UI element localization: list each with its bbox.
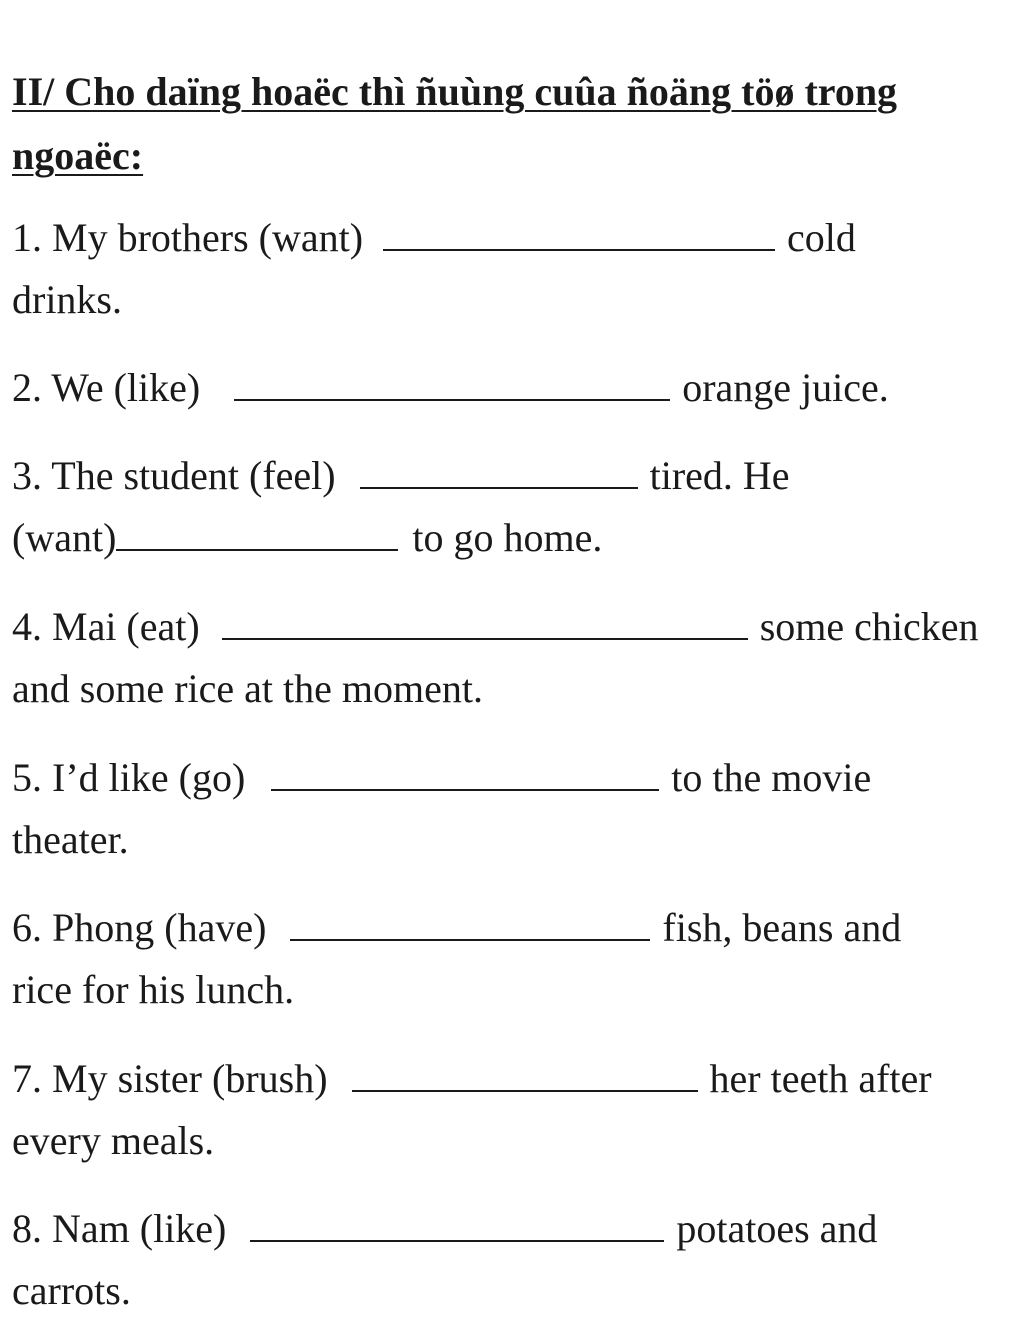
exercise-after-text: potatoes and (676, 1206, 878, 1251)
answer-blank[interactable] (234, 369, 670, 401)
answer-blank[interactable] (222, 608, 748, 640)
exercise-number: 1. (12, 215, 42, 260)
exercise-prompt: (want) (12, 515, 117, 560)
answer-blank[interactable] (352, 1060, 698, 1092)
exercise-number: 6. (12, 905, 42, 950)
exercise-prompt: We (like) (51, 365, 201, 410)
exercise-8-continuation: carrots. (12, 1268, 131, 1313)
exercise-3-continuation (12, 514, 602, 562)
exercise-prompt: I’d like (go) (52, 755, 246, 800)
answer-blank[interactable] (250, 1210, 664, 1242)
exercise-number: 4. (12, 604, 42, 649)
exercise-3 (12, 452, 790, 500)
exercise-2 (12, 364, 889, 412)
section-heading: II/ Cho daïng hoaëc thì ñuùng cuûa ñoäng töø trong ngoaëc: (12, 69, 898, 178)
exercise-number: 2. (12, 365, 42, 410)
exercise-number: 7. (12, 1056, 42, 1101)
exercise-after-text: to the movie (671, 755, 872, 800)
exercise-prompt: The student (feel) (51, 453, 336, 498)
exercise-number: 8. (12, 1206, 42, 1251)
exercise-5 (12, 754, 871, 802)
exercise-8 (12, 1205, 877, 1253)
exercise-1 (12, 214, 856, 262)
exercise-prompt: Mai (eat) (52, 604, 200, 649)
exercise-after-text: cold (787, 215, 856, 260)
exercise-after-text: to go home. (412, 515, 603, 560)
exercise-7-continuation: every meals. (12, 1118, 215, 1163)
exercise-7 (12, 1055, 932, 1103)
exercise-after-text: orange juice. (682, 365, 889, 410)
exercise-number: 3. (12, 453, 42, 498)
answer-blank[interactable] (360, 457, 638, 489)
exercise-after-text: some chicken (759, 604, 979, 649)
exercise-after-text: fish, beans and (662, 905, 902, 950)
exercise-after-text: her teeth after (709, 1056, 932, 1101)
answer-blank[interactable] (116, 519, 398, 551)
exercise-5-continuation: theater. (12, 817, 129, 862)
exercise-number: 5. (12, 755, 42, 800)
exercise-prompt: Nam (like) (52, 1206, 227, 1251)
exercise-1-continuation: drinks. (12, 277, 122, 322)
exercise-prompt: My brothers (want) (52, 215, 364, 260)
exercise-prompt: My sister (brush) (52, 1056, 328, 1101)
exercise-after-text: tired. He (649, 453, 790, 498)
answer-blank[interactable] (271, 759, 659, 791)
exercise-4 (12, 603, 979, 651)
exercise-prompt: Phong (have) (52, 905, 267, 950)
exercise-6-continuation: rice for his lunch. (12, 967, 295, 1012)
answer-blank[interactable] (383, 219, 775, 251)
exercise-4-continuation: and some rice at the moment. (12, 666, 483, 711)
answer-blank[interactable] (290, 909, 650, 941)
exercise-6 (12, 904, 901, 952)
